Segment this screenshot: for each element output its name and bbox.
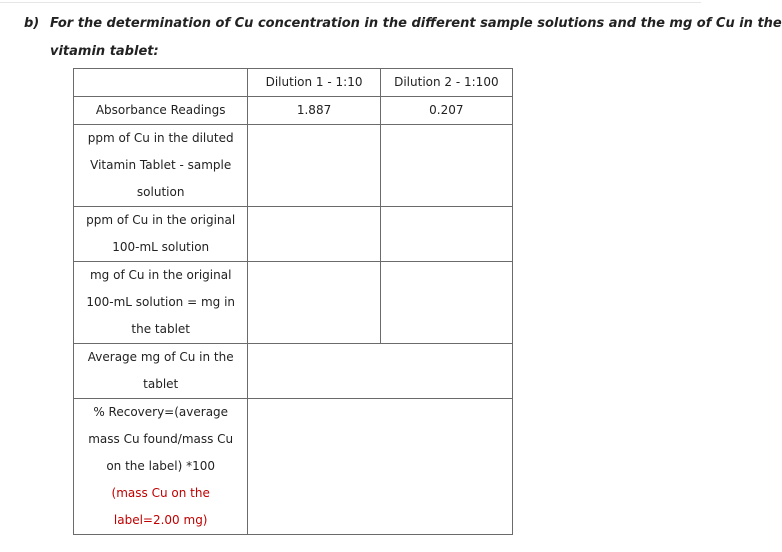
question-heading-line-2: vitamin tablet:: [50, 44, 159, 59]
table-row-ppm-diluted: [74, 125, 513, 207]
row-label-recovery: % Recovery=(average mass Cu found/mass Cu on the label) *100 (mass Cu on the label=2.00 mg): [74, 399, 248, 535]
absorbance-dilution-1-value: 1.887: [248, 97, 380, 125]
ppm-original-dilution-1-cell[interactable]: [248, 207, 380, 262]
row-label-mg-original: mg of Cu in the original 100-mL solution = mg in the tablet: [74, 262, 248, 344]
question-heading-line-1: For the determination of Cu concentration in the different sample solutions and the mg of Cu in the: [50, 16, 782, 31]
table-row-ppm-original: [74, 207, 513, 262]
row-label-ppm-diluted: ppm of Cu in the diluted Vitamin Tablet - sample solution: [74, 125, 248, 207]
table-row-mg-original: [74, 262, 513, 344]
question-marker: b): [24, 16, 40, 31]
label-mass-note-value: label=2.00 mg): [113, 513, 208, 527]
average-mg-value-cell[interactable]: [248, 344, 513, 399]
ppm-diluted-dilution-2-cell[interactable]: [380, 125, 512, 207]
mg-original-dilution-1-cell[interactable]: [248, 262, 380, 344]
row-label-absorbance: Absorbance Readings: [74, 97, 248, 125]
ppm-diluted-dilution-1-cell[interactable]: [248, 125, 380, 207]
table-row-average-mg: [74, 344, 513, 399]
row-label-average-mg: Average mg of Cu in the tablet: [74, 344, 248, 399]
mg-original-dilution-2-cell[interactable]: [380, 262, 512, 344]
top-divider: [0, 2, 701, 3]
results-table: [73, 68, 513, 535]
header-empty-cell: [74, 69, 248, 97]
table-row-recovery: [74, 399, 513, 535]
recovery-value-cell[interactable]: [248, 399, 513, 535]
table-header-row: [74, 69, 513, 97]
absorbance-dilution-2-value: 0.207: [380, 97, 512, 125]
row-label-ppm-original: ppm of Cu in the original 100-mL solution: [74, 207, 248, 262]
ppm-original-dilution-2-cell[interactable]: [380, 207, 512, 262]
table-row-absorbance: [74, 97, 513, 125]
label-mass-note: (mass Cu on the: [111, 486, 210, 500]
header-dilution-1: Dilution 1 - 1:10: [248, 69, 380, 97]
header-dilution-2: Dilution 2 - 1:100: [380, 69, 512, 97]
